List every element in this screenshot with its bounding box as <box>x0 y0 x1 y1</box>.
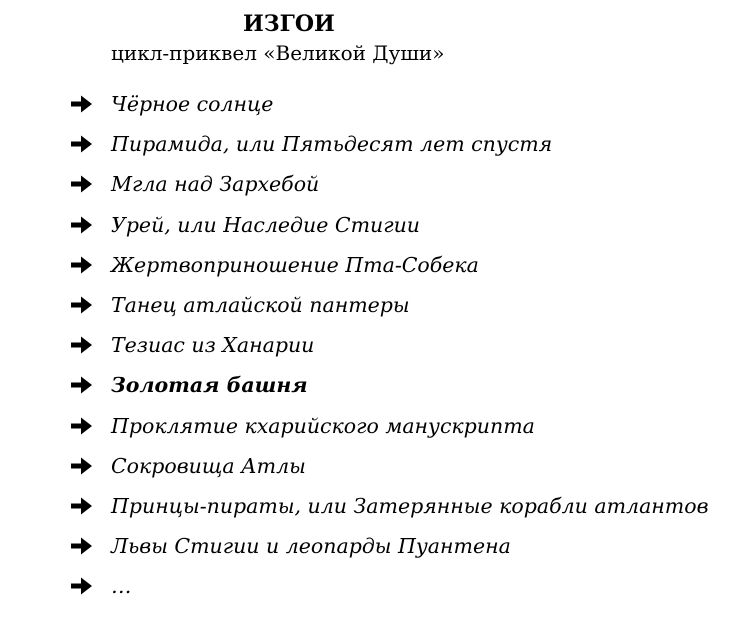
book-title: Чёрное солнце <box>111 92 274 116</box>
list-item <box>0 209 733 249</box>
list-item <box>0 249 733 289</box>
arrow-right-icon <box>71 455 93 477</box>
book-title: Проклятие кхарийского манускрипта <box>111 413 535 438</box>
arrow-right-icon <box>71 415 93 437</box>
arrow-right-icon <box>71 575 93 597</box>
list-item <box>0 369 733 409</box>
book-title: Принцы-пираты, или Затерянные корабли атлантов <box>111 493 709 518</box>
arrow-right-icon <box>71 133 93 155</box>
list-item <box>0 570 733 610</box>
book-title: Золотая башня <box>111 373 308 398</box>
arrow-right-icon <box>71 173 93 195</box>
page-subtitle: цикл-приквел «Великой Души» <box>111 41 445 65</box>
list-item <box>0 88 733 128</box>
list-item <box>0 289 733 329</box>
arrow-right-icon <box>71 374 93 396</box>
book-list <box>0 88 733 610</box>
list-item <box>0 168 733 208</box>
arrow-right-icon <box>71 334 93 356</box>
book-title: Жертвоприношение Пта-Собека <box>111 252 479 277</box>
book-title: Танец атлайской пантеры <box>111 292 410 317</box>
book-title: Пирамида, или Пятьдесят лет спустя <box>111 132 553 157</box>
page-title: ИЗГОИ <box>243 11 335 37</box>
list-item <box>0 329 733 369</box>
list-item <box>0 530 733 570</box>
list-item <box>0 450 733 490</box>
arrow-right-icon <box>71 294 93 316</box>
book-title: Сокровища Атлы <box>111 453 306 478</box>
arrow-right-icon <box>71 495 93 517</box>
book-title: Урей, или Наследие Стигии <box>111 212 420 237</box>
arrow-right-icon <box>71 254 93 276</box>
list-item <box>0 410 733 450</box>
arrow-right-icon <box>71 535 93 557</box>
book-title: Мгла над Зархебой <box>111 172 320 197</box>
list-item <box>0 128 733 168</box>
book-title: Львы Стигии и леопарды Пуантена <box>111 534 511 559</box>
book-title: … <box>111 574 132 599</box>
list-item <box>0 490 733 530</box>
arrow-right-icon <box>71 214 93 236</box>
arrow-right-icon <box>71 93 93 115</box>
book-title: Тезиас из Ханарии <box>111 333 315 358</box>
